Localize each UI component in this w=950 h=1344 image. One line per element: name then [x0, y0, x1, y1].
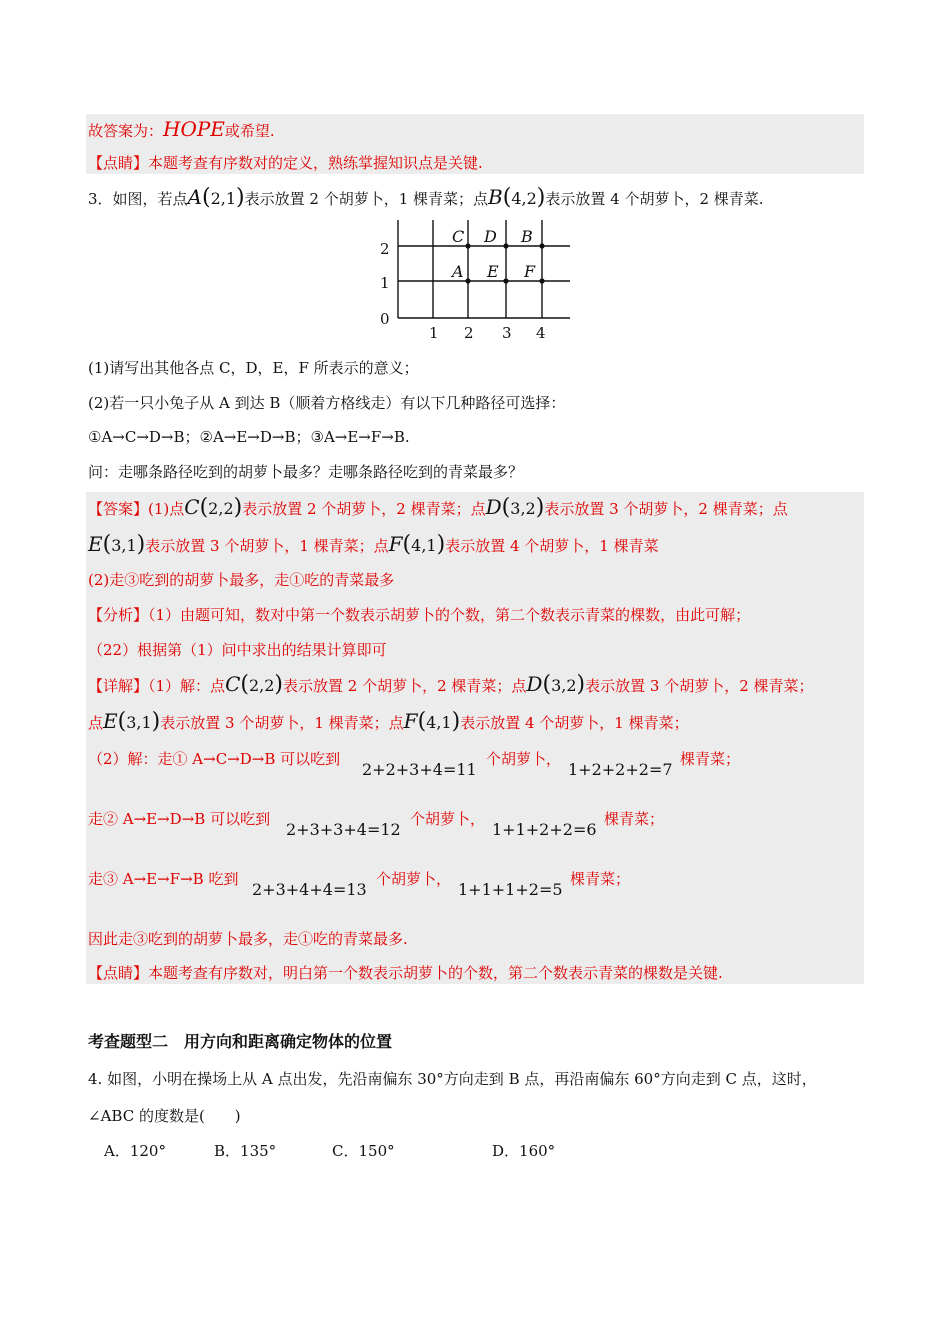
y-label-1: 1 — [380, 274, 390, 292]
ans-l1-e: 表示放置 3 个胡萝卜，2 棵青菜；点 — [544, 500, 788, 518]
point-e-dot — [503, 278, 508, 283]
tip-tag-solution: 【点睛】 — [88, 964, 149, 982]
route3-text: 走③ A→E→F→B 吃到 — [88, 870, 239, 888]
ans-l2-b: 表示放置 4 个胡萝卜，1 棵青菜 — [445, 537, 659, 555]
section2-heading: 考查题型二 用方向和距离确定物体的位置 — [88, 1032, 393, 1051]
label-f: F — [524, 262, 536, 281]
ans-l1-a: (1)点 — [148, 500, 185, 518]
x-label-1: 1 — [429, 324, 439, 342]
point-f-dot — [539, 278, 544, 283]
tip-line-top — [88, 152, 483, 174]
answer-prefix: 故答案为： — [88, 122, 164, 140]
detail-l1-a: （1）解：点 — [148, 677, 226, 695]
route2-eq2: 1+1+2+2=6 — [492, 820, 597, 839]
point-d-dot — [503, 243, 508, 248]
detail-l2: 点E(3,1)表示放置 3 个胡萝卜，1 棵青菜；点F(4,1)表示放置 4 个胡萝卜，1 棵青菜； — [88, 709, 689, 734]
answer-value: HOPE — [163, 117, 225, 141]
answer-line — [88, 118, 275, 142]
label-a: A — [452, 262, 464, 281]
q3-stem-b: 表示放置 2 个胡萝卜，1 棵青菜；点 — [244, 190, 489, 208]
route3-eq2: 1+1+1+2=5 — [458, 880, 563, 899]
q3-question: 问：走哪条路径吃到的胡萝卜最多？走哪条路径吃到的青菜最多？ — [88, 463, 524, 481]
y-label-0: 0 — [380, 310, 390, 328]
route3-eq1: 2+3+4+4=13 — [252, 880, 367, 899]
ans-point-f: F — [388, 532, 403, 556]
ans-l1-b: 表示放置 2 个胡萝卜，2 棵青菜；点 — [242, 500, 486, 518]
conclusion: 因此走③吃到的胡萝卜最多，走①吃的青菜最多. — [88, 930, 408, 948]
x-label-2: 2 — [464, 324, 474, 342]
tip-line-solution — [88, 962, 723, 984]
ans-point-e: E — [88, 532, 103, 556]
q4-line2: ∠ABC 的度数是( ) — [88, 1107, 241, 1125]
point-b-dot — [539, 243, 544, 248]
detail-point-f: F — [403, 709, 418, 733]
detail-coord-e: 3,1 — [126, 713, 152, 732]
detail-l1: 【详解】（1）解：点C(2,2)表示放置 2 个胡萝卜，2 棵青菜；点D(3,2)表示放置 3 个胡萝卜，2 棵青菜； — [88, 672, 814, 697]
route1-end: 棵青菜； — [680, 750, 741, 768]
ans-point-c: C — [184, 495, 200, 519]
analysis-l2: （22）根据第（1）问中求出的结果计算即可 — [88, 641, 387, 659]
q3-part1: (1)请写出其他各点 C，D，E，F 所表示的意义； — [88, 359, 419, 377]
q4-option-c: C．150° — [332, 1142, 395, 1160]
ans-point-d: D — [485, 495, 502, 519]
solution-block — [86, 492, 864, 984]
answer-tag: 【答案】 — [88, 500, 149, 518]
ans-coord-f: 4,1 — [411, 536, 437, 555]
q4-option-d: D．160° — [492, 1142, 556, 1160]
route3-mid: 个胡萝卜， — [376, 870, 452, 888]
detail-coord-f: 4,1 — [426, 713, 452, 732]
analysis-l1 — [88, 604, 750, 626]
x-label-4: 4 — [536, 324, 546, 342]
q3-stem: 3．如图，若点A(2,1)表示放置 2 个胡萝卜，1 棵青菜；点B(4,2)表示放置 4 个胡萝卜，2 棵青菜. — [88, 185, 764, 210]
route1-eq2: 1+2+2+2=7 — [568, 760, 673, 779]
route1-mid: 个胡萝卜， — [486, 750, 562, 768]
analysis-tag: 【分析】 — [88, 606, 149, 624]
point-a-dot — [465, 278, 470, 283]
q3-point-b: B — [488, 185, 503, 209]
grid-figure — [370, 218, 590, 348]
detail-point-d: D — [526, 672, 543, 696]
ans-l2-a: 表示放置 3 个胡萝卜，1 棵青菜；点 — [145, 537, 389, 555]
detail-point-e: E — [103, 709, 118, 733]
route2-text: 走② A→E→D→B 可以吃到 — [88, 810, 271, 828]
y-label-2: 2 — [380, 240, 390, 258]
point-c-dot — [465, 243, 470, 248]
q3-stem-c: 表示放置 4 个胡萝卜，2 棵青菜. — [545, 190, 764, 208]
q3-coord-b: 4,2 — [511, 189, 537, 208]
q3-part2: (2)若一只小兔子从 A 到达 B（顺着方格线走）有以下几种路径可选择： — [88, 394, 566, 412]
detail-l1-e: 表示放置 3 个胡萝卜，2 棵青菜； — [585, 677, 814, 695]
q3-coord-a: 2,1 — [210, 189, 237, 208]
q4-line1: 4. 如图，小明在操场上从 A 点出发，先沿南偏东 30°方向走到 B 点，再沿南偏东 60°方向走到 C 点，这时， — [88, 1070, 817, 1088]
tip-text-solution: 本题考查有序数对，明白第一个数表示胡萝卜的个数，第二个数表示青菜的棵数是关键. — [148, 964, 723, 982]
route2-mid: 个胡萝卜， — [410, 810, 486, 828]
tip-tag: 【点睛】 — [88, 154, 149, 172]
route3-end: 棵青菜； — [570, 870, 631, 888]
route2-eq1: 2+3+3+4=12 — [286, 820, 401, 839]
route2-end: 棵青菜； — [604, 810, 665, 828]
detail-coord-c: 2,2 — [248, 676, 275, 695]
label-e: E — [487, 262, 499, 281]
label-c: C — [452, 227, 465, 246]
q4-option-b: B．135° — [214, 1142, 277, 1160]
ans-coord-c: 2,2 — [208, 499, 234, 518]
q3-stem-a: 3．如图，若点 — [88, 190, 188, 208]
answer-suffix: 或希望. — [224, 122, 275, 140]
q3-routes: ①A→C→D→B；②A→E→D→B；③A→E→F→B. — [88, 428, 410, 446]
label-d: D — [484, 227, 497, 246]
label-b: B — [521, 227, 533, 246]
detail-tag: 【详解】 — [88, 677, 149, 695]
x-label-3: 3 — [502, 324, 512, 342]
detail-l2-a: 点 — [88, 714, 104, 732]
answer-l1: 【答案】(1)点C(2,2)表示放置 2 个胡萝卜，2 棵青菜；点D(3,2)表示放置 3 个胡萝卜，2 棵青菜；点 — [88, 495, 788, 520]
tip-text: 本题考查有序数对的定义，熟练掌握知识点是关键. — [148, 154, 483, 172]
q4-option-a: A．120° — [104, 1142, 166, 1160]
detail-point-c: C — [225, 672, 241, 696]
answer-l3: (2)走③吃到的胡萝卜最多，走①吃的青菜最多 — [88, 571, 395, 589]
detail-l1-b: 表示放置 2 个胡萝卜，2 棵青菜；点 — [283, 677, 527, 695]
analysis-text: （1）由题可知，数对中第一个数表示胡萝卜的个数，第二个数表示青菜的棵数，由此可解； — [148, 606, 751, 624]
detail-l2-b: 表示放置 3 个胡萝卜，1 棵青菜；点 — [160, 714, 404, 732]
ans-coord-d: 3,2 — [510, 499, 536, 518]
q3-point-a: A — [187, 185, 202, 209]
detail-l2-c: 表示放置 4 个胡萝卜，1 棵青菜； — [460, 714, 689, 732]
detail-coord-d: 3,2 — [551, 676, 577, 695]
answer-l2: E(3,1)表示放置 3 个胡萝卜，1 棵青菜；点F(4,1)表示放置 4 个胡萝卜，1 棵青菜 — [88, 532, 659, 557]
route1-text: （2）解：走① A→C→D→B 可以吃到 — [88, 750, 341, 768]
ans-coord-e: 3,1 — [111, 536, 137, 555]
route1-eq1: 2+2+3+4=11 — [362, 760, 477, 779]
